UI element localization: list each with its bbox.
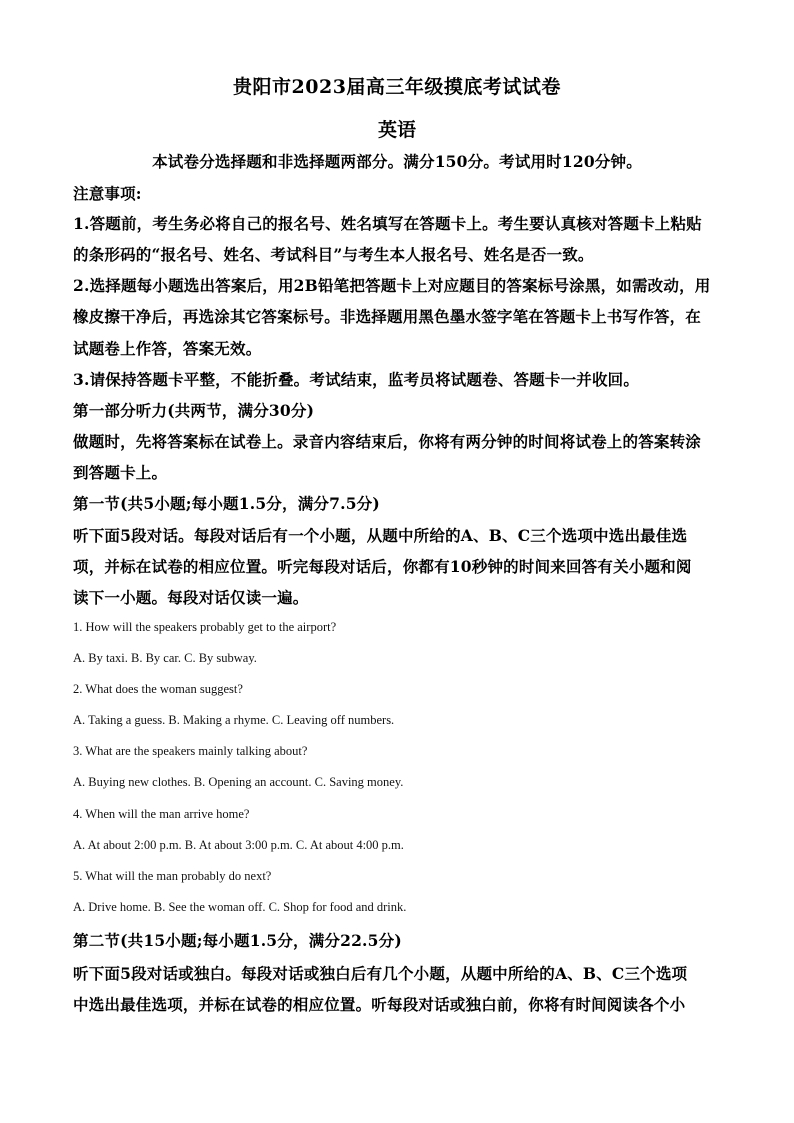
notice-line: 1.答题前，考生务必将自己的报名号、姓名填写在答题卡上。考生要认真核对答题卡上粘贴 bbox=[73, 214, 702, 233]
part1-instruction: 到答题卡上。 bbox=[73, 463, 168, 482]
section2-instruction: 听下面5段对话或独白。每段对话或独白后有几个小题，从题中所给的A、B、C三个选项 bbox=[73, 964, 688, 983]
section2-instruction: 中选出最佳选项，并标在试卷的相应位置。听每段对话或独白前，你将有时间阅读各个小 bbox=[73, 995, 686, 1014]
question-4-options: A. At about 2:00 p.m. B. At about 3:00 p.m. C. At about 4:00 p.m. bbox=[73, 838, 404, 852]
section1-heading: 第一节(共5小题;每小题1.5分，满分7.5分) bbox=[73, 494, 380, 513]
exam-title: 贵阳市2023届高三年级摸底考试试卷 bbox=[233, 76, 561, 98]
notice-heading: 注意事项: bbox=[73, 184, 142, 203]
subject-title: 英语 bbox=[377, 119, 416, 141]
section2-heading: 第二节(共15小题;每小题1.5分，满分22.5分) bbox=[73, 931, 402, 950]
question-2: 2. What does the woman suggest? bbox=[73, 682, 243, 696]
question-3: 3. What are the speakers mainly talking about? bbox=[73, 744, 308, 758]
section1-instruction: 听下面5段对话。每段对话后有一个小题，从题中所给的A、B、C三个选项中选出最佳选 bbox=[73, 526, 688, 545]
notice-line: 橡皮擦干净后，再选涂其它答案标号。非选择题用黑色墨水签字笔在答题卡上书写作答，在 bbox=[73, 307, 702, 326]
section1-instruction: 读下一小题。每段对话仅读一遍。 bbox=[73, 588, 309, 607]
question-2-options: A. Taking a guess. B. Making a rhyme. C. Leaving off numbers. bbox=[73, 713, 395, 727]
exam-intro: 本试卷分选择题和非选择题两部分。满分150分。考试用时120分钟。 bbox=[152, 152, 642, 171]
notice-line: 的条形码的“报名号、姓名、考试科目”与考生本人报名号、姓名是否一致。 bbox=[73, 245, 594, 264]
notice-line: 2.选择题每小题选出答案后，用2B铅笔把答题卡上对应题目的答案标号涂黑，如需改动，用 bbox=[73, 276, 711, 295]
question-1: 1. How will the speakers probably get to the airport? bbox=[73, 620, 337, 634]
question-5: 5. What will the man probably do next? bbox=[73, 869, 272, 883]
part1-instruction: 做题时，先将答案标在试卷上。录音内容结束后，你将有两分钟的时间将试卷上的答案转涂 bbox=[73, 432, 702, 451]
notice-line: 试题卷上作答，答案无效。 bbox=[73, 339, 262, 358]
section1-instruction: 项，并标在试卷的相应位置。听完每段对话后，你都有10秒钟的时间来回答有关小题和阅 bbox=[73, 557, 692, 576]
part1-heading: 第一部分听力(共两节，满分30分) bbox=[73, 401, 315, 420]
question-3-options: A. Buying new clothes. B. Opening an account. C. Saving money. bbox=[73, 775, 404, 789]
notice-line: 3.请保持答题卡平整，不能折叠。考试结束，监考员将试题卷、答题卡一并收回。 bbox=[73, 370, 640, 389]
question-5-options: A. Drive home. B. See the woman off. C. Shop for food and drink. bbox=[73, 900, 407, 914]
question-4: 4. When will the man arrive home? bbox=[73, 807, 250, 821]
question-1-options: A. By taxi. B. By car. C. By subway. bbox=[73, 651, 257, 665]
